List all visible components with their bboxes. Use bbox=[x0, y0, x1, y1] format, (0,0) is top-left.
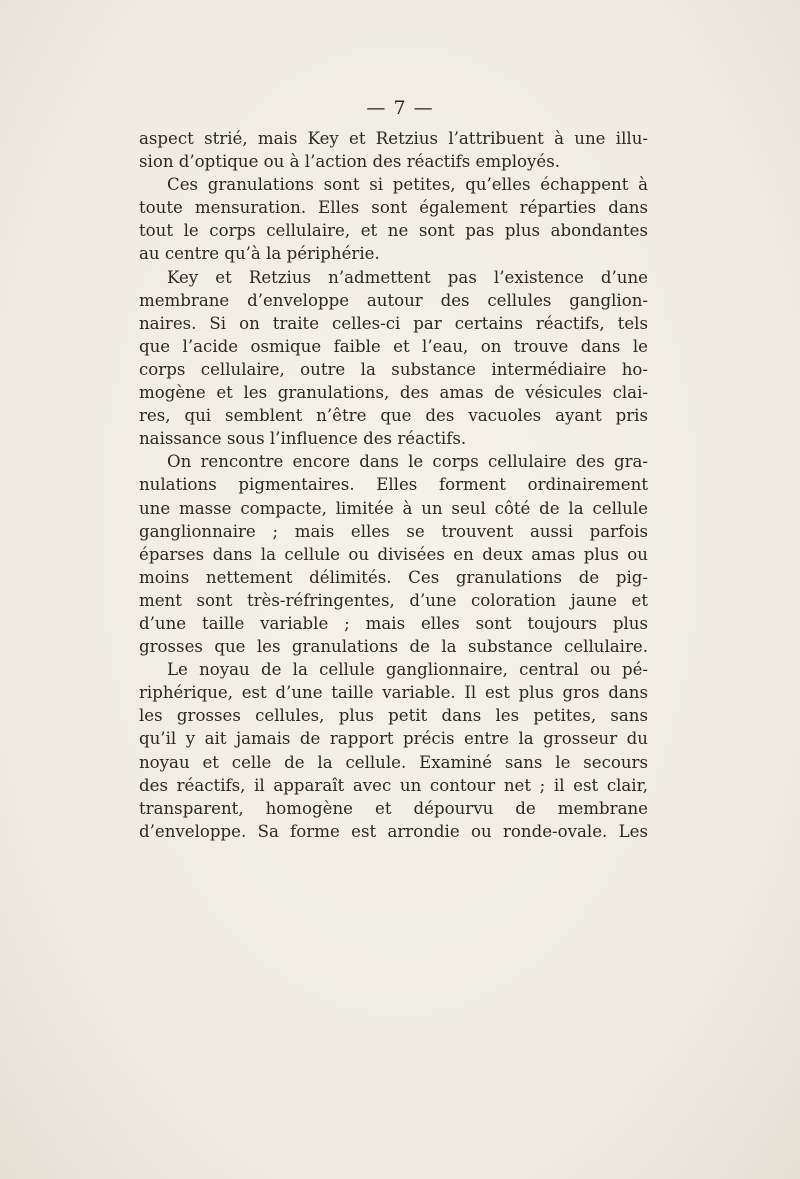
text-line: sion d’optique ou à l’action des réactifs employés. bbox=[139, 152, 561, 172]
text-line: corps cellulaire, outre la substance intermédiaire ho- bbox=[139, 359, 648, 379]
text-line: naissance sous l’influence des réactifs. bbox=[139, 429, 467, 449]
text-line: Le noyau de la cellule ganglionnaire, central ou pé- bbox=[167, 660, 648, 680]
text-line: res, qui semblent n’être que des vacuoles ayant pris bbox=[139, 406, 648, 426]
text-line: ganglionnaire ; mais elles se trouvent aussi parfois bbox=[139, 521, 648, 541]
text-line: grosses que les granulations de la substance cellulaire. bbox=[139, 637, 648, 657]
text-line: aspect strié, mais Key et Retzius l’attribuent à une illu- bbox=[139, 129, 648, 148]
text-line: membrane d’enveloppe autour des cellules ganglion- bbox=[139, 290, 648, 310]
text-line: au centre qu’à la périphérie. bbox=[139, 244, 380, 264]
text-line: transparent, homogène et dépourvu de membrane bbox=[139, 798, 648, 818]
text-line: d’une taille variable ; mais elles sont toujours plus bbox=[139, 613, 648, 633]
text-line: Ces granulations sont si petites, qu’elles échappent à bbox=[167, 175, 648, 195]
text-line: des réactifs, il apparaît avec un contour net ; il est clair, bbox=[139, 775, 648, 795]
text-line: On rencontre encore dans le corps cellulaire des gra- bbox=[167, 452, 648, 472]
page-number: — 7 — bbox=[366, 97, 434, 119]
text-line: riphérique, est d’une taille variable. Il est plus gros dans bbox=[139, 683, 648, 703]
text-line: ment sont très-réfringentes, d’une coloration jaune et bbox=[139, 590, 648, 610]
body-text bbox=[139, 127, 648, 843]
text-line: que l’acide osmique faible et l’eau, on trouve dans le bbox=[139, 336, 648, 356]
text-line: une masse compacte, limitée à un seul côté de la cellule bbox=[139, 498, 648, 518]
text-line: nulations pigmentaires. Elles forment ordinairement bbox=[139, 475, 648, 495]
text-line: tout le corps cellulaire, et ne sont pas plus abondantes bbox=[139, 221, 648, 241]
text-line: qu’il y ait jamais de rapport précis entre la grosseur du bbox=[139, 729, 648, 749]
text-line: mogène et les granulations, des amas de vésicules clai- bbox=[139, 383, 648, 403]
text-line: d’enveloppe. Sa forme est arrondie ou ronde-ovale. Les bbox=[139, 821, 648, 841]
text-line: naires. Si on traite celles-ci par certains réactifs, tels bbox=[139, 313, 648, 333]
text-line: moins nettement délimités. Ces granulations de pig- bbox=[139, 567, 648, 587]
text-line: Key et Retzius n’admettent pas l’existence d’une bbox=[167, 267, 648, 287]
text-line: noyau et celle de la cellule. Examiné sans le secours bbox=[139, 752, 648, 772]
text-line: éparses dans la cellule ou divisées en deux amas plus ou bbox=[139, 544, 648, 564]
text-line: les grosses cellules, plus petit dans les petites, sans bbox=[139, 706, 648, 726]
text-line: toute mensuration. Elles sont également réparties dans bbox=[139, 198, 648, 218]
